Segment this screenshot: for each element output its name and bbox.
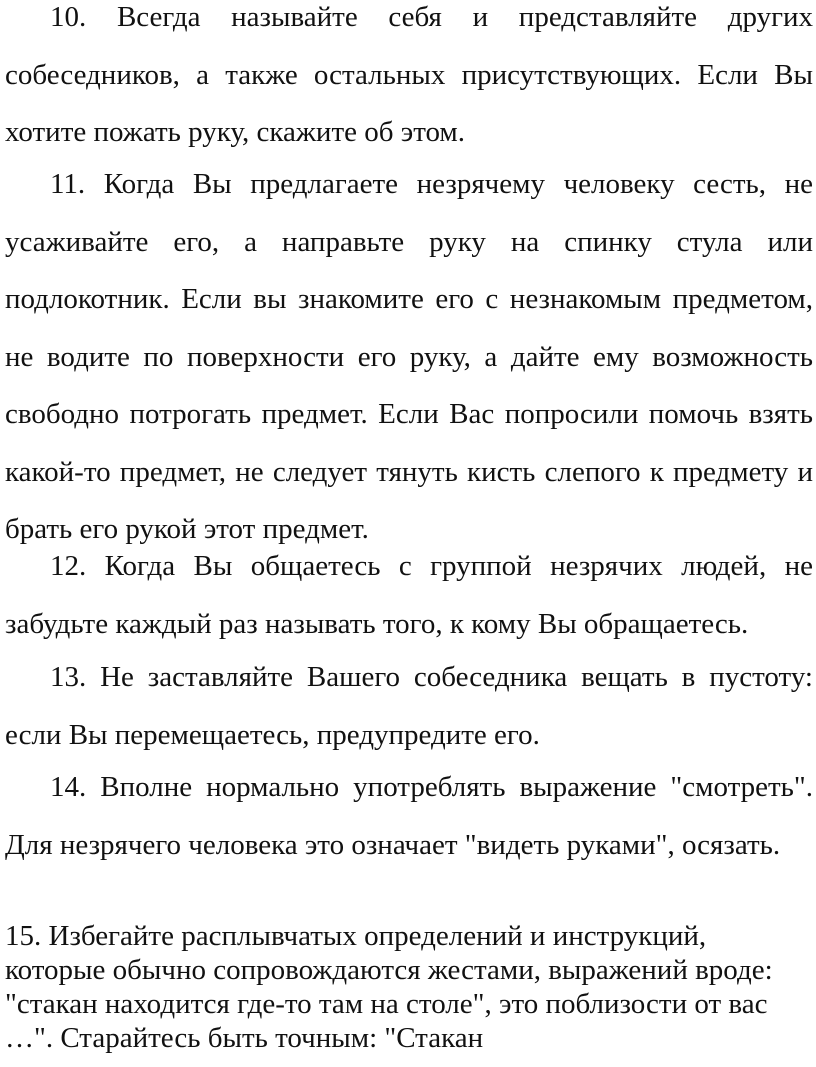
paragraph-13: 13. Не заставляйте Вашего собеседника вещать в пустоту: если Вы перемещаетесь, предупредите его. bbox=[5, 661, 813, 751]
paragraph-15: 15. Избегайте расплывчатых определений и инструкций, которые обычно сопровождаются жестами, выражений вроде: "стакан находится где-то там на столе", это поблизости от вас …". Старайтесь быть точным: "Стакан bbox=[5, 920, 773, 1054]
paragraph-12: 12. Когда Вы общаетесь с группой незрячих людей, не забудьте каждый раз называть того, к кому Вы обращаетесь. bbox=[5, 550, 813, 640]
paragraph-14: 14. Вполне нормально употреблять выражение "смотреть". Для незрячего человека это означает "видеть руками", осязать. bbox=[5, 771, 813, 861]
paragraph-11: 11. Когда Вы предлагаете незрячему человеку сесть, не усаживайте его, а направьте руку на спинку стула или подлокотник. Если вы знакомите его с незнакомым предметом, не водите по поверхности его руку, а дайте ему возможность свободно потрогать предмет. Если Вас попросили помочь взять какой-то предмет, не следует тянуть кисть слепого к предмету и брать его рукой этот предмет. bbox=[5, 168, 813, 545]
paragraph-10: 10. Всегда называйте себя и представляйте других собеседников, а также остальных присутствующих. Если Вы хотите пожать руку, скажите об этом. bbox=[5, 1, 813, 148]
